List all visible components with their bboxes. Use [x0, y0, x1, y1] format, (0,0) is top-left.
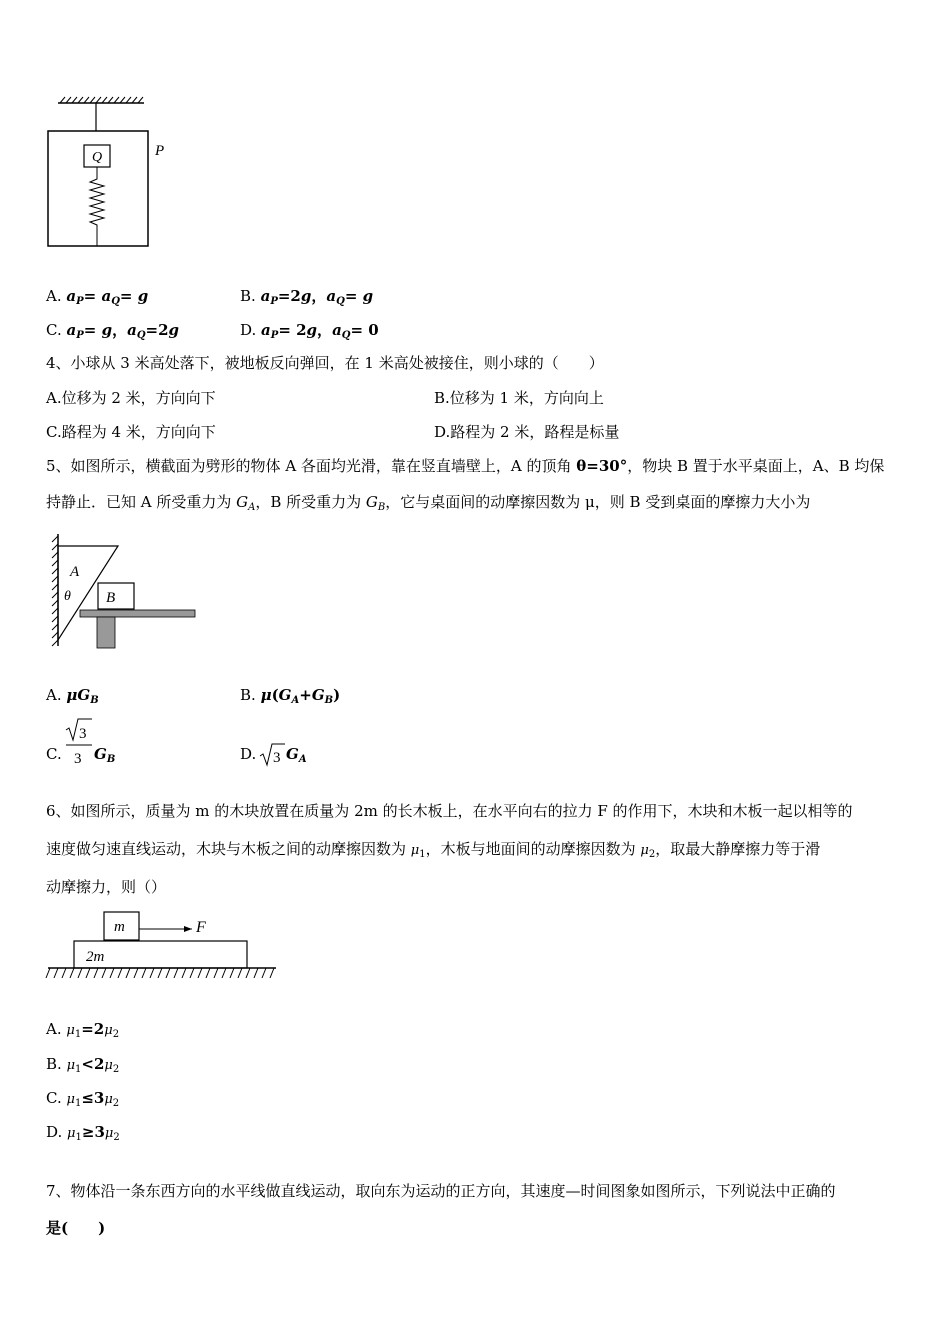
- figure-hanging-box: [40, 95, 180, 255]
- svg-text:3: 3: [74, 751, 82, 767]
- q5-option-c-letter[interactable]: C.: [46, 745, 62, 763]
- label-b: B: [106, 590, 116, 606]
- sqrt3-symbol: [258, 740, 286, 768]
- q4-stem: 4、小球从 3 米高处落下，被地板反向弹回，在 1 米高处被接住，则小球的（ ）: [46, 354, 604, 372]
- q5-option-b[interactable]: B. $\mu(G_A+G_B)$: [240, 686, 341, 706]
- q6-option-a[interactable]: A. $\mu_1=2\mu_2$: [46, 1020, 120, 1040]
- q6-option-d[interactable]: D. $\mu_1\ge 3\mu_2$: [46, 1123, 120, 1143]
- label-theta: θ: [64, 589, 71, 604]
- q7-stem-line1: 7、物体沿一条东西方向的水平线做直线运动，取向东为运动的正方向，其速度—时间图象如图所示，下列说法中正确的: [46, 1182, 836, 1200]
- q3-option-b[interactable]: B. $a_P=2g$，$a_Q= g$: [240, 287, 374, 307]
- figure-wedge-wall: [40, 528, 205, 653]
- q5-stem-line2: 持静止．已知 A 所受重力为 $G_A$，B 所受重力为 $G_B$，它与桌面间的动摩擦因数为 μ，则 B 受到桌面的摩擦力大小为: [46, 493, 811, 513]
- label-q: Q: [91, 150, 103, 165]
- sqrt3-over-3: [62, 716, 94, 768]
- q4-option-c[interactable]: C.路程为 4 米，方向向下: [46, 423, 216, 441]
- q6-stem-line3: 动摩擦力，则（）: [46, 878, 167, 896]
- label-m: m: [114, 919, 125, 935]
- q3-option-a[interactable]: A. $a_P= a_Q= g$: [46, 287, 149, 307]
- label-f: F: [196, 919, 206, 936]
- q4-option-d[interactable]: D.路程为 2 米，路程是标量: [434, 423, 620, 441]
- q5-option-d-letter[interactable]: D.: [240, 745, 257, 763]
- q5-option-d-ga: $G_A$: [286, 745, 307, 765]
- q3-option-c[interactable]: C. $a_P= g$，$a_Q=2g$: [46, 321, 180, 341]
- q4-option-a[interactable]: A.位移为 2 米，方向向下: [46, 389, 216, 407]
- q6-option-c[interactable]: C. $\mu_1\le 3\mu_2$: [46, 1089, 120, 1109]
- q4-option-b[interactable]: B.位移为 1 米，方向向上: [434, 389, 604, 407]
- q7-stem-line2: 是( ): [46, 1219, 106, 1237]
- q6-stem-line1: 6、如图所示，质量为 m 的木块放置在质量为 2m 的长木板上，在水平向右的拉力 F 的作用下，木块和木板一起以相等的: [46, 802, 853, 820]
- label-p: P: [155, 143, 165, 159]
- label-2m: 2m: [86, 949, 105, 965]
- svg-text:3: 3: [79, 726, 87, 742]
- q5-option-a[interactable]: A. $\mu G_B$: [46, 686, 99, 706]
- label-a: A: [70, 564, 80, 580]
- svg-text:3: 3: [273, 750, 281, 766]
- q6-stem-line2: 速度做匀速直线运动，木块与木板之间的动摩擦因数为 $\mu_1$，木板与地面间的动摩擦因数为 $\mu_2$，取最大静摩擦力等于滑: [46, 840, 821, 860]
- figure-block-board: [44, 908, 284, 983]
- q5-option-c-gb: $G_B$: [94, 745, 116, 765]
- q5-stem-line1: 5、如图所示，横截面为劈形的物体 A 各面均光滑，靠在竖直墙壁上，A 的顶角 θ=30°，物块 B 置于水平桌面上，A、B 均保: [46, 457, 885, 475]
- q6-option-b[interactable]: B. $\mu_1<2\mu_2$: [46, 1055, 120, 1075]
- q3-option-d[interactable]: D. $a_P= 2g$，$a_Q= 0$: [240, 321, 379, 341]
